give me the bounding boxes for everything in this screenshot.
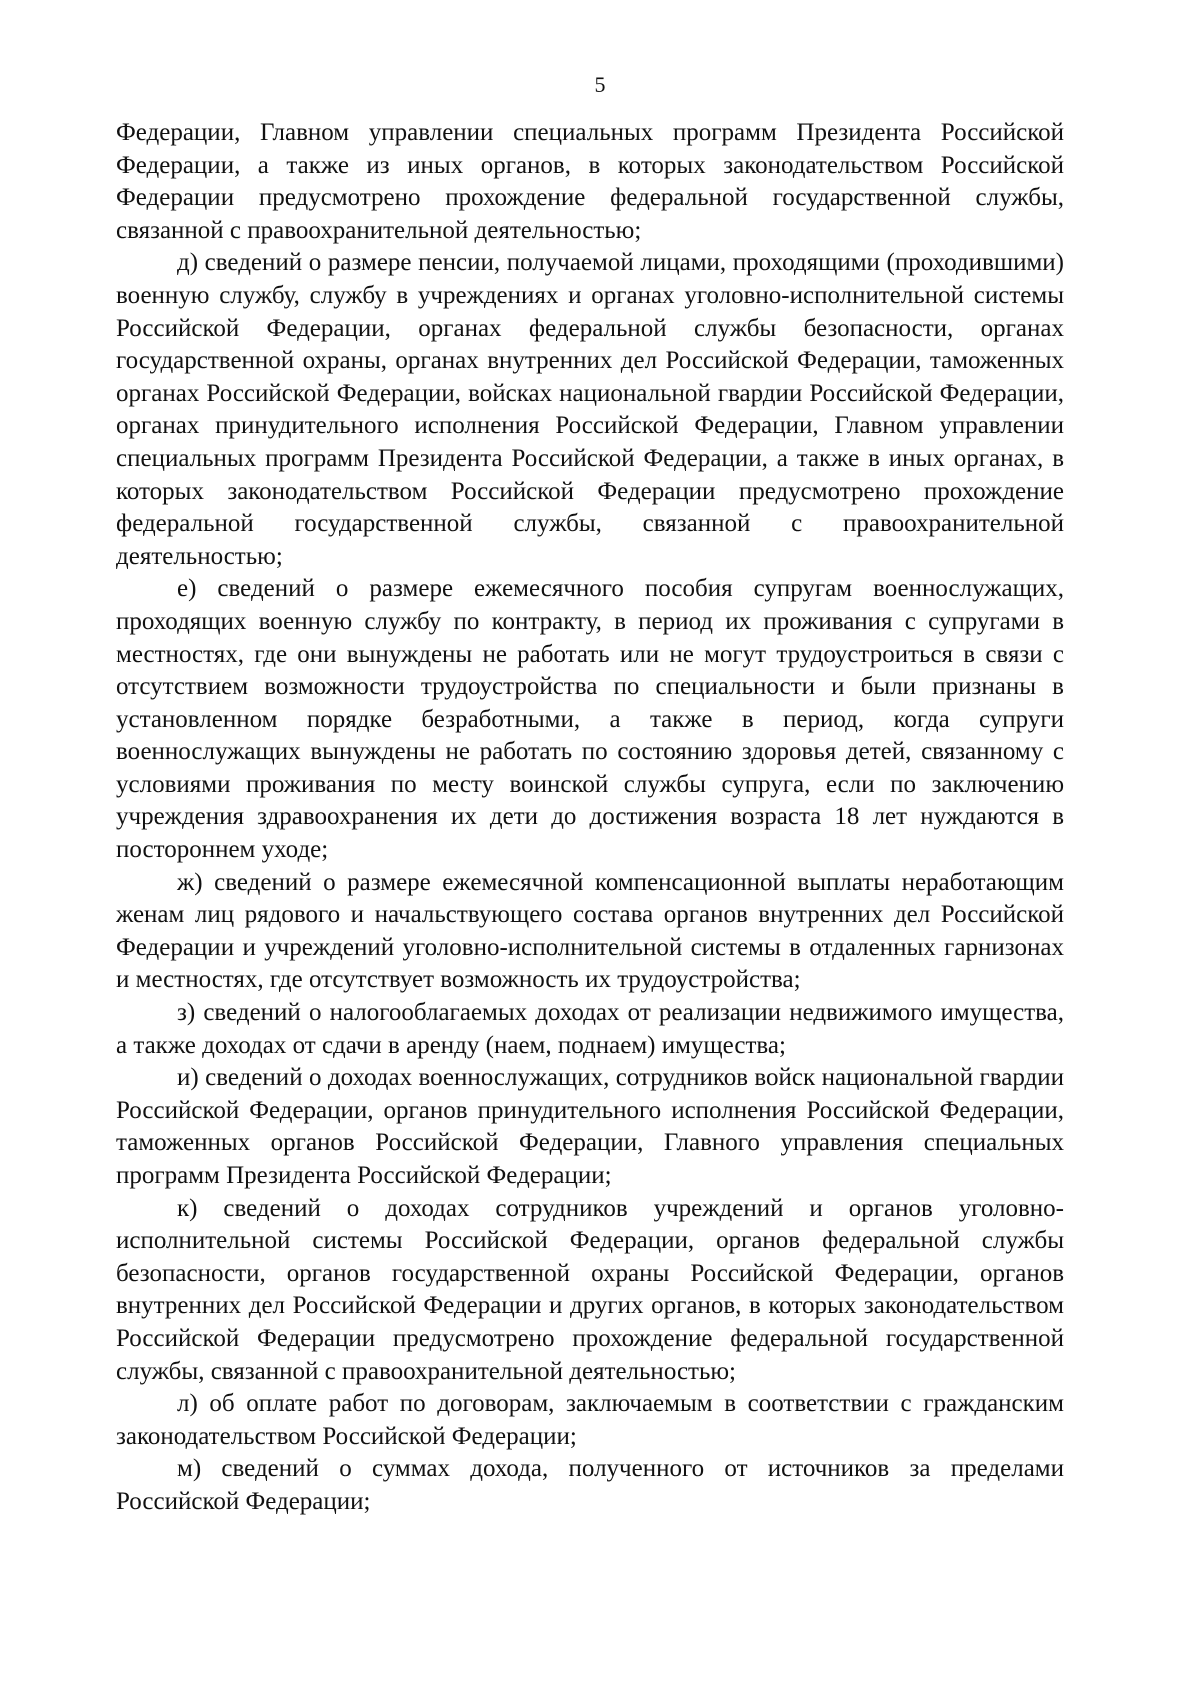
- paragraph-item-d: д) сведений о размере пенсии, получаемой лицами, проходящими (проходившими) военную службу, службу в учреждениях и органах уголовно-исполнительной системы Российской Федерации, органах федеральной службы безопасности, органах государственной охраны, органах внутренних дел Российской Федерации, таможенных органах Российской Федерации, войсках национальной гвардии Российской Федерации, органах принудительного исполнения Российской Федерации, Главном управлении специальных программ Президента Российской Федерации, а также в иных органах, в которых законодательством Российской Федерации предусмотрено прохождение федеральной государственной службы, связанной с правоохранительной деятельностью;: [116, 249, 1064, 570]
- paragraph-item-m: м) сведений о суммах дохода, полученного от источников за пределами Российской Федерации;: [116, 1455, 1064, 1515]
- page-number: 5: [594, 72, 606, 97]
- paragraph-item-k: к) сведений о доходах сотрудников учреждений и органов уголовно-исполнительной системы Российской Федерации, органов федеральной службы безопасности, органов государственной охраны Российской Федерации, органов внутренних дел Российской Федерации и других органов, в которых законодательством Российской Федерации предусмотрено прохождение федеральной государственной службы, связанной с правоохранительной деятельностью;: [116, 1194, 1064, 1385]
- paragraph-item-i: и) сведений о доходах военнослужащих, сотрудников войск национальной гвардии Российской Федерации, органов принудительного исполнения Российской Федерации, таможенных органов Российской Федерации, Главного управления специальных программ Президента Российской Федерации;: [116, 1064, 1064, 1189]
- paragraph-item-e: е) сведений о размере ежемесячного пособия супругам военнослужащих, проходящих военную службу по контракту, в период их проживания с супругами в местностях, где они вынуждены не работать или не могут трудоустроиться в связи с отсутствием возможности трудоустройства по специальности и были признаны в установленном порядке безработными, а также в период, когда супруги военнослужащих вынуждены не работать по состоянию здоровья детей, связанному с условиями проживания по месту воинской службы супруга, если по заключению учреждения здравоохранения их дети до достижения возраста 18 лет нуждаются в постороннем уходе;: [116, 575, 1064, 864]
- paragraph-continuation: Федерации, Главном управлении специальных программ Президента Российской Федерации, а также из иных органов, в которых законодательством Российской Федерации предусмотрено прохождение федеральной государственной службы, связанной с правоохранительной деятельностью;: [116, 119, 1064, 244]
- paragraph-item-l: л) об оплате работ по договорам, заключаемым в соответствии с гражданским законодательством Российской Федерации;: [116, 1390, 1064, 1450]
- document-body: [116, 117, 1064, 1519]
- paragraph-item-z: з) сведений о налогооблагаемых доходах от реализации недвижимого имущества, а также доходах от сдачи в аренду (наем, поднаем) имущества;: [116, 999, 1064, 1059]
- paragraph-item-zh: ж) сведений о размере ежемесячной компенсационной выплаты неработающим женам лиц рядового и начальствующего состава органов внутренних дел Российской Федерации и учреждений уголовно-исполнительной системы в отдаленных гарнизонах и местностях, где отсутствует возможность их трудоустройства;: [116, 868, 1064, 994]
